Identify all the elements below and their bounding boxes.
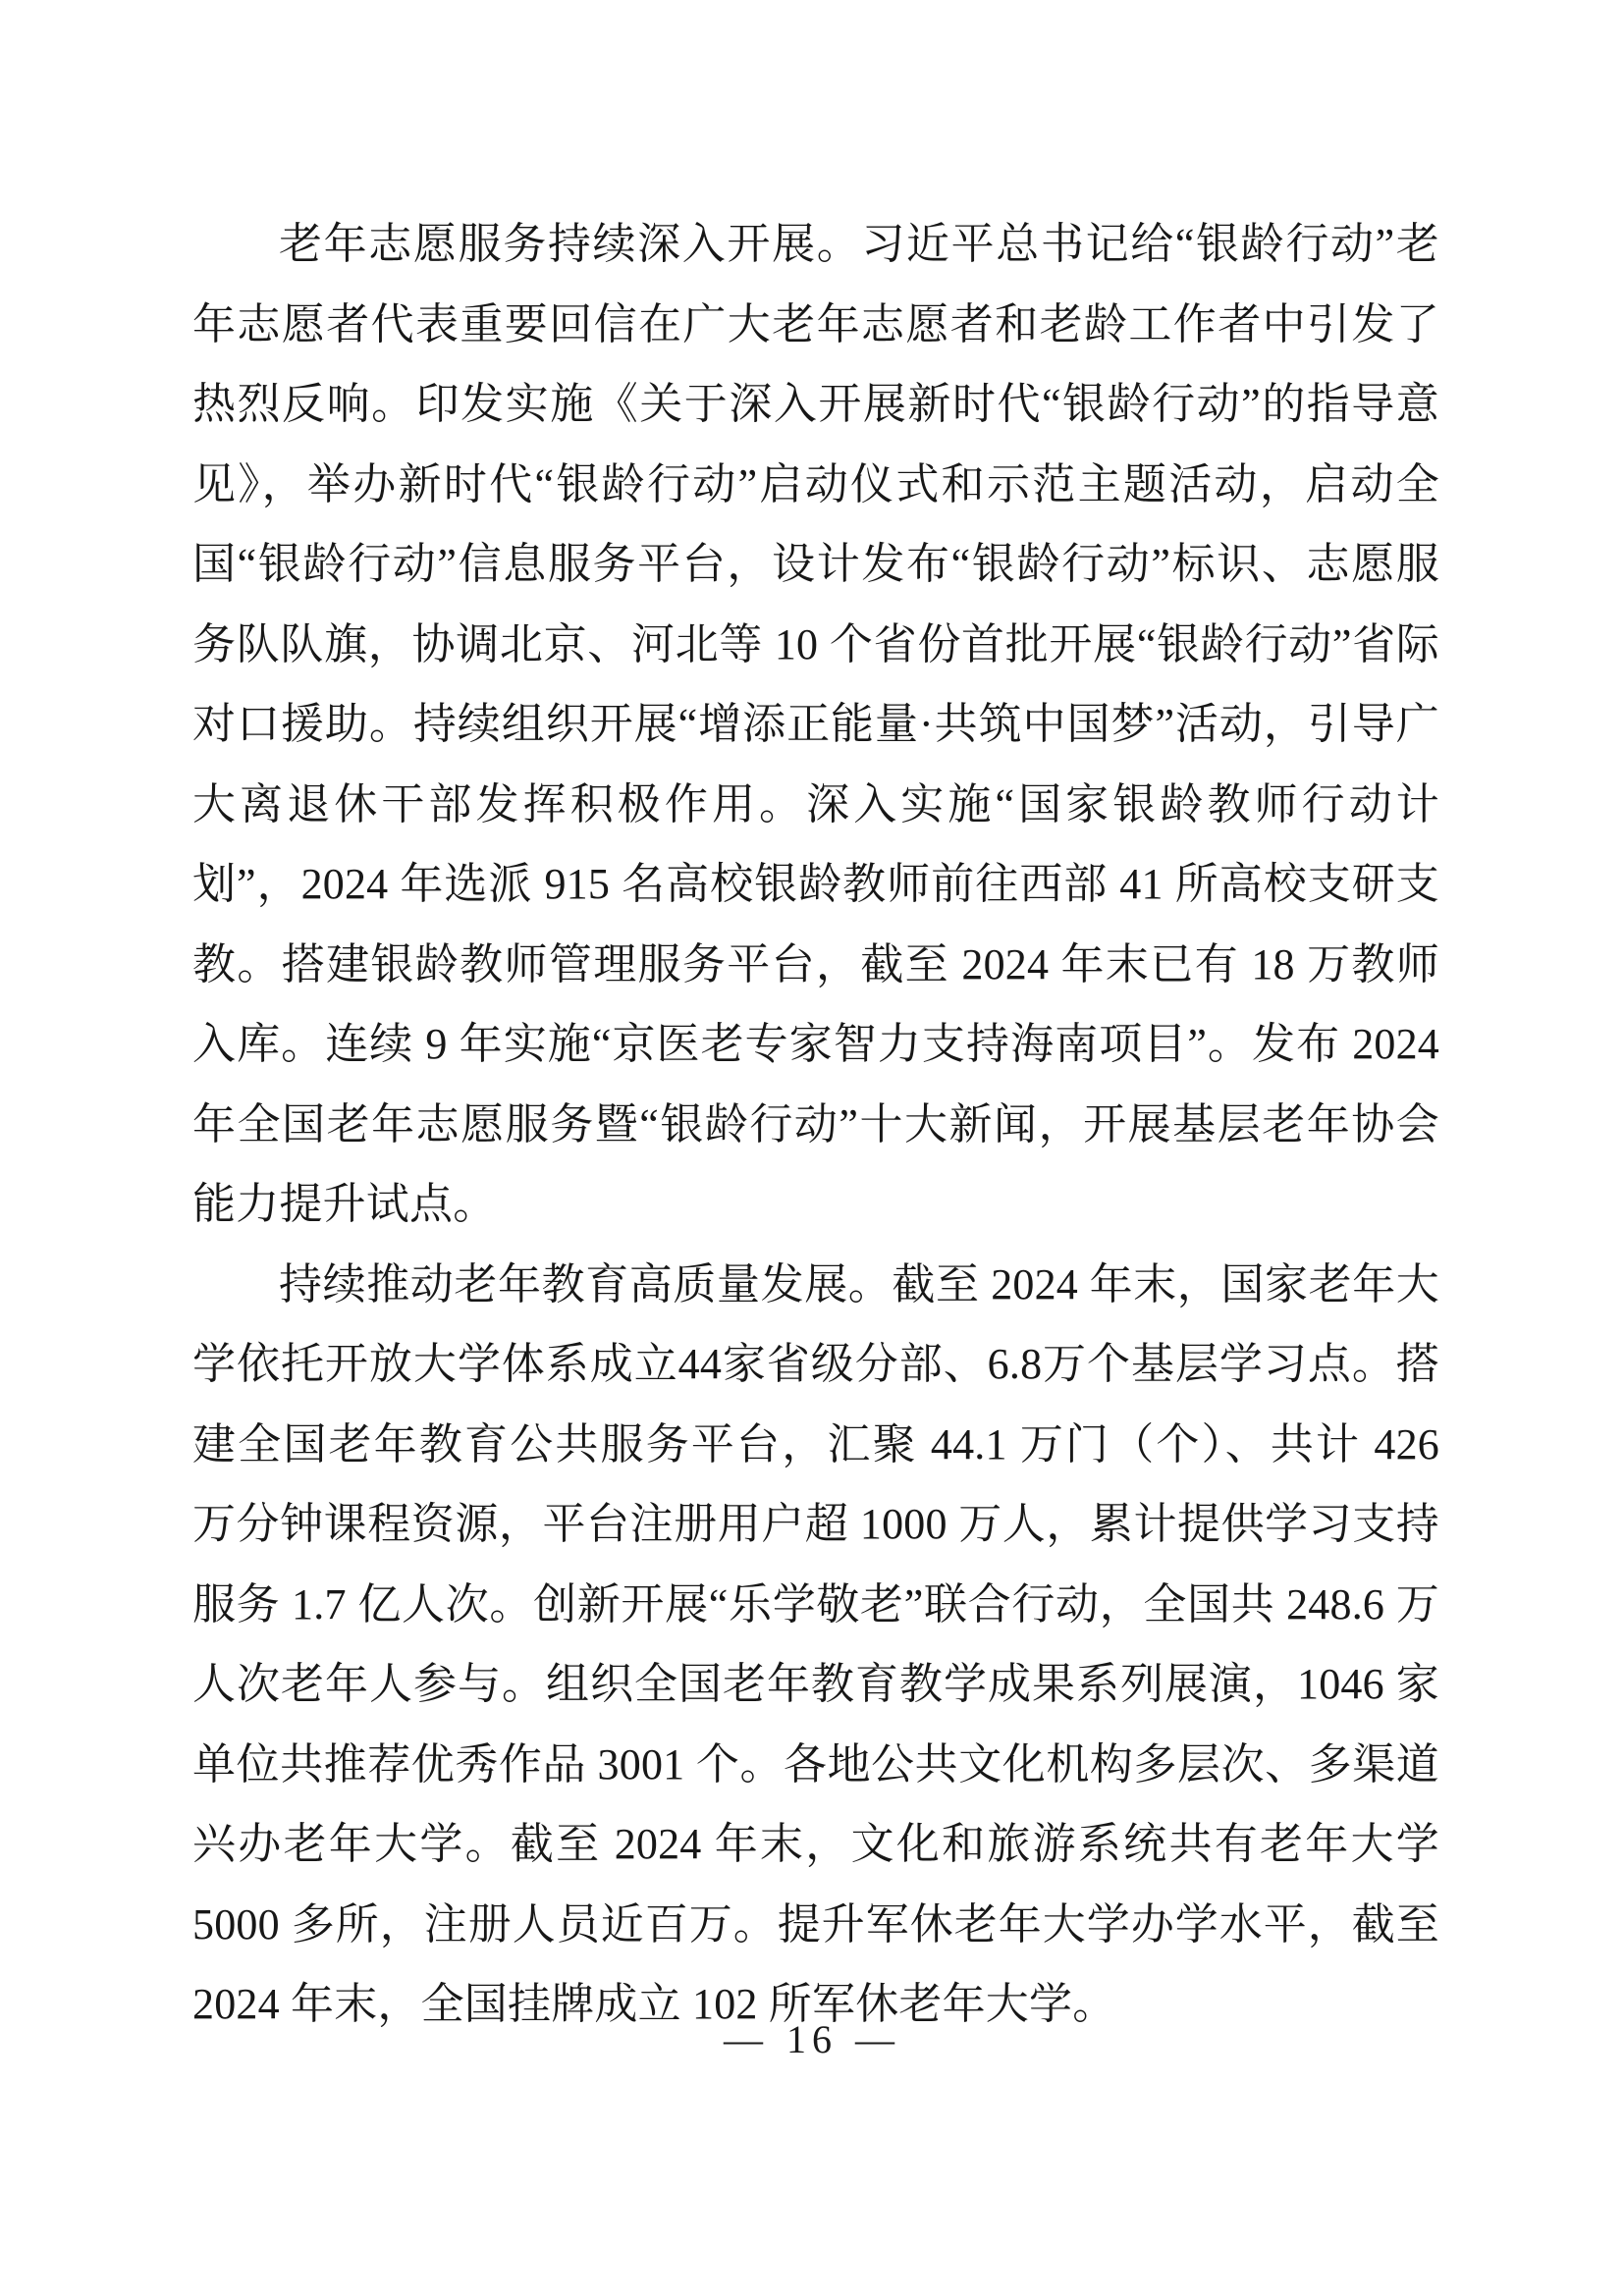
paragraph-elderly-education: 持续推动老年教育高质量发展。截至 2024 年末，国家老年大学依托开放大学体系成立44家省级分部、6.8万个基层学习点。搭建全国老年教育公共服务平台，汇聚 44.1 万门（个）、共计 426 万分钟课程资源，平台注册用户超 1000 万人，累计提供学习支持服务 1.7 亿人次。创新开展“乐学敬老”联合行动，全国共 248.6 万人次老年人参与。组织全国老年教育教学成果系列展演，1046 家单位共推荐优秀作品 3001 个。各地公共文化机构多层次、多渠道兴办老年大学。截至 2024 年末，文化和旅游系统共有老年大学 5000 多所，注册人员近百万。提升军休老年大学办学水平，截至 2024 年末，全国挂牌成立 102 所军休老年大学。 xyxy=(192,1259,1439,2028)
footer-dash-right: — xyxy=(855,2017,900,2061)
footer-dash-left: — xyxy=(724,2017,769,2061)
page-footer xyxy=(0,2017,1624,2061)
page-number: 16 xyxy=(786,2017,838,2061)
paragraph-volunteer-service: 老年志愿服务持续深入开展。习近平总书记给“银龄行动”老年志愿者代表重要回信在广大老年志愿者和老龄工作者中引发了热烈反响。印发实施《关于深入开展新时代“银龄行动”的指导意见》，举办新时代“银龄行动”启动仪式和示范主题活动，启动全国“银龄行动”信息服务平台，设计发布“银龄行动”标识、志愿服务队队旗，协调北京、河北等 10 个省份首批开展“银龄行动”省际对口援助。持续组织开展“增添正能量·共筑中国梦”活动，引导广大离退休干部发挥积极作用。深入实施“国家银龄教师行动计划”，2024 年选派 915 名高校银龄教师前往西部 41 所高校支研支教。搭建银龄教师管理服务平台，截至 2024 年末已有 18 万教师入库。连续 9 年实施“京医老专家智力支持海南项目”。发布 2024 年全国老年志愿服务暨“银龄行动”十大新闻，开展基层老年协会能力提升试点。 xyxy=(192,220,1439,1228)
page-body xyxy=(192,204,1439,2045)
